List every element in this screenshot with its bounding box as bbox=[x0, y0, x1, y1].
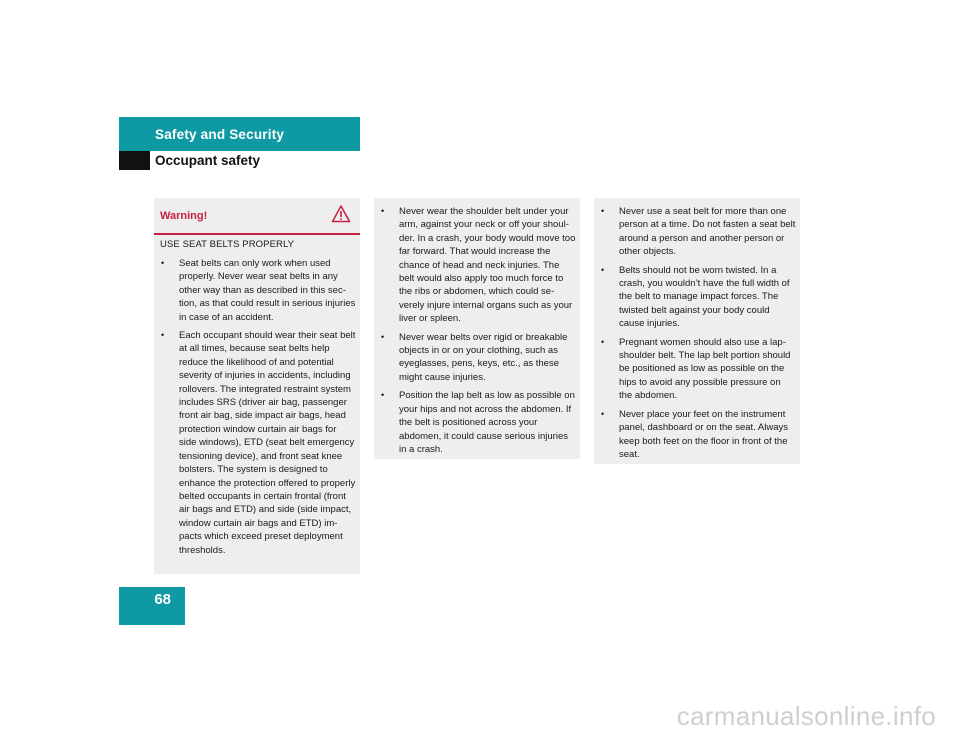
section-title: Safety and Security bbox=[155, 127, 285, 142]
warning-rule bbox=[154, 233, 360, 235]
list-item bbox=[154, 329, 356, 557]
bullet-icon: • bbox=[601, 206, 605, 216]
right-list bbox=[594, 205, 796, 466]
watermark: carmanualsonline.info bbox=[676, 701, 936, 731]
bullet-icon: • bbox=[601, 336, 605, 347]
right-box bbox=[594, 198, 800, 464]
list-item-text: Never wear the shoulder belt under your arm, against your neck or off your shoulder. In a crash, your body would move too far forward. That would increase the chance of head and neck injuries. The belt would also apply too much force to the ribs or abdomen, which could severely injure internal organs such as your liver or spleen. bbox=[399, 206, 576, 325]
list-item-text: Never use a seat belt for more than one person at a time. Do not fasten a seat belt around a person and another person or other objects. bbox=[619, 206, 796, 258]
list-item bbox=[374, 389, 576, 456]
list-item bbox=[594, 205, 796, 259]
list-item bbox=[374, 331, 576, 385]
warning-list bbox=[154, 257, 356, 562]
list-item-text: Belts should not be worn twisted. In a crash, you wouldn’t have the full width of the belt to manage impact forces. The twisted belt against your body could cause injuries. bbox=[619, 264, 790, 330]
warning-header bbox=[154, 198, 360, 250]
list-item-text: Pregnant women should also use a lap-shoulder belt. The lap belt portion should be positioned as low as possible on the hips to avoid any possible pressure on the abdomen. bbox=[619, 336, 791, 402]
bullet-icon: • bbox=[381, 331, 385, 342]
bullet-icon: • bbox=[161, 330, 165, 341]
list-item-text: Each occupant should wear their seat belt at all times, because seat belts help reduce the likelihood of and potential severity of injuries in accidents, including rollovers. The integrated restraint system includes SRS (driver air bag, passenger front air bag, side impact air bags, head protection window curtain air bags for side windows), ETD (seat belt emergency tensioning device), and front seat knee bolsters. The system is designed to enhance the protection offered to properly belted occupants in certain frontal (front air bags and ETD) and side (side impact, window curtain air bags and ETD) impacts which exceed preset deployment thresholds. bbox=[179, 330, 356, 556]
list-item-text: Never place your feet on the instrument panel, dashboard or on the seat. Always keep both feet on the floor in front of the seat. bbox=[619, 408, 789, 460]
list-item bbox=[594, 336, 796, 403]
bullet-icon: • bbox=[381, 390, 385, 401]
subsection-title: Occupant safety bbox=[155, 153, 261, 168]
bullet-icon: • bbox=[601, 408, 605, 419]
header-marker bbox=[119, 151, 150, 170]
middle-list bbox=[374, 205, 576, 461]
warning-caption: USE SEAT BELTS PROPERLY bbox=[160, 239, 295, 250]
list-item-text: Seat belts can only work when used properly. Never wear seat belts in any other way than as described in this section, as that could result in serious injuries in case of an accident. bbox=[179, 258, 356, 323]
bullet-icon: • bbox=[601, 264, 605, 275]
bullet-icon: • bbox=[381, 206, 385, 216]
bullet-icon: • bbox=[161, 258, 165, 268]
list-item-text: Position the lap belt as low as possible on your hips and not across the abdomen. If the belt is positioned across your abdomen, it could cause serious injuries in a crash. bbox=[399, 390, 575, 455]
middle-box bbox=[374, 198, 580, 459]
page-number: 68 bbox=[154, 591, 171, 608]
warning-triangle-icon bbox=[331, 204, 351, 224]
list-item bbox=[594, 264, 796, 331]
list-item bbox=[594, 408, 796, 462]
list-item-text: Never wear belts over rigid or breakable objects in or on your clothing, such as eyeglasses, pens, keys, etc., as these might cause injuries. bbox=[399, 331, 568, 383]
warning-box bbox=[154, 198, 360, 574]
list-item bbox=[154, 257, 356, 324]
list-item bbox=[374, 205, 576, 326]
warning-title: Warning! bbox=[160, 210, 208, 222]
